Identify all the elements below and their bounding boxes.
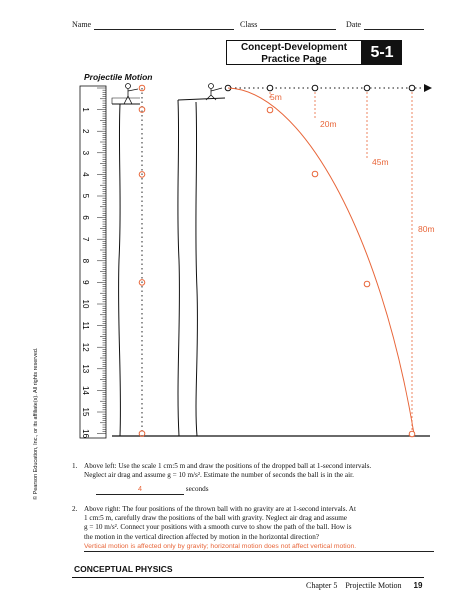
footer-book-title: CONCEPTUAL PHYSICS bbox=[74, 564, 173, 574]
date-label: Date bbox=[346, 20, 362, 29]
ruler-label: 16 bbox=[81, 429, 90, 439]
ruler-label: 11 bbox=[81, 321, 90, 330]
left-cliff bbox=[112, 98, 176, 436]
ruler-label: 10 bbox=[81, 299, 90, 309]
title-line-2: Practice Page bbox=[261, 53, 327, 65]
ruler-label: 2 bbox=[81, 128, 90, 134]
arrow-head-icon bbox=[424, 84, 432, 92]
ball-position bbox=[267, 85, 273, 91]
footer-page-number: 19 bbox=[413, 581, 423, 590]
right-cliff bbox=[176, 98, 430, 436]
question-2-text-c: g = 10 m/s². Connect your positions with a smooth curve to show the path of the ball. How is bbox=[84, 523, 352, 532]
question-2-text-d: the motion in the vertical direction affected by motion in the horizontal direction? bbox=[84, 532, 319, 541]
question-1-text-a: Above left: Use the scale 1 cm:5 m and draw the positions of the dropped ball at 1-second intervals. bbox=[84, 462, 372, 470]
class-label: Class bbox=[240, 20, 258, 29]
ball-position bbox=[312, 171, 318, 177]
footer-page-info bbox=[306, 581, 422, 590]
footer-chapter-title: Projectile Motion bbox=[345, 581, 402, 590]
distance-label-2: 20m bbox=[320, 119, 337, 129]
question-2-answer[interactable]: Vertical motion is affected only by gravity; horizontal motion does not affect vertical motion. bbox=[84, 542, 434, 552]
left-person-icon bbox=[124, 84, 138, 105]
title-line-1: Concept-Development bbox=[240, 42, 348, 53]
copyright-notice: © Pearson Education, Inc., or its affiliate(s). All rights reserved. bbox=[33, 347, 39, 500]
ruler-label: 4 bbox=[81, 172, 90, 177]
footer-divider bbox=[72, 577, 424, 578]
question-1 bbox=[72, 462, 432, 495]
distance-label-1: 5m bbox=[270, 92, 282, 102]
ball-position bbox=[312, 85, 318, 91]
ruler-label: 1 bbox=[81, 107, 90, 112]
ruler-label: 3 bbox=[81, 150, 90, 156]
name-label: Name bbox=[72, 20, 92, 29]
question-1-number: 1. bbox=[72, 462, 78, 470]
trajectory-curve bbox=[228, 88, 414, 434]
ruler-label: 13 bbox=[81, 364, 90, 374]
footer-chapter: Chapter 5 bbox=[306, 581, 338, 590]
section-title: Projectile Motion bbox=[84, 72, 153, 82]
ball-position bbox=[364, 281, 370, 287]
question-2 bbox=[72, 505, 434, 552]
ruler-label: 6 bbox=[81, 215, 90, 220]
scale-ruler bbox=[80, 86, 106, 439]
ruler-label: 12 bbox=[81, 342, 90, 352]
question-2-text-b: 1 cm:5 m, carefully draw the positions of the ball with gravity. Neglect air drag and assume bbox=[84, 514, 347, 523]
ball-position bbox=[267, 107, 273, 113]
ball-position bbox=[364, 85, 370, 91]
question-1-answer-unit: seconds bbox=[185, 485, 209, 494]
ball-position bbox=[409, 85, 415, 91]
question-2-text-a: Above right: The four positions of the thrown ball with no gravity are at 1-second intervals. At bbox=[84, 505, 356, 513]
ruler-label: 9 bbox=[81, 280, 90, 285]
ruler-label: 8 bbox=[81, 258, 90, 264]
question-2-number: 2. bbox=[72, 505, 78, 513]
distance-label-4: 80m bbox=[418, 224, 435, 234]
ball-position bbox=[409, 431, 415, 437]
ruler-label: 14 bbox=[81, 385, 90, 395]
ruler-label: 7 bbox=[81, 236, 90, 242]
question-1-text-b: Neglect air drag and assume g = 10 m/s². Estimate the number of seconds the ball is in the air. bbox=[84, 471, 354, 480]
ruler-label: 5 bbox=[81, 193, 90, 199]
practice-page-number: 5-1 bbox=[362, 40, 402, 65]
question-1-answer[interactable]: 4 bbox=[96, 484, 184, 494]
distance-label-3: 45m bbox=[372, 157, 389, 167]
ruler-label: 15 bbox=[81, 407, 90, 417]
right-person-icon bbox=[206, 84, 222, 101]
